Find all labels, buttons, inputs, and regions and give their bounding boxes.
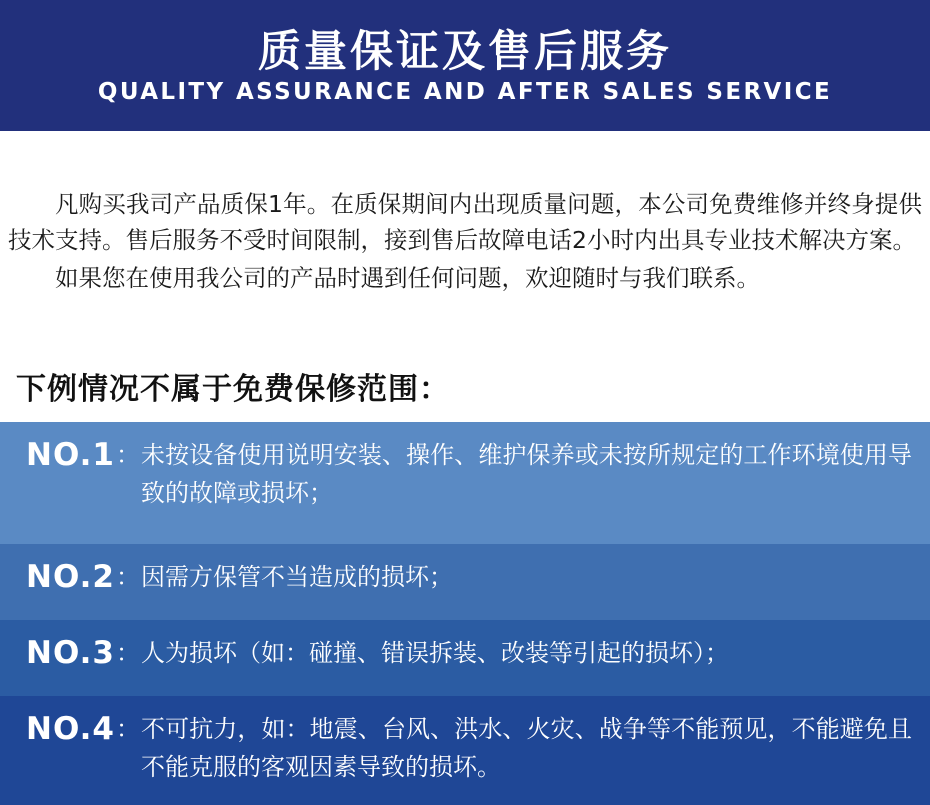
- exclusion-list: [0, 422, 930, 805]
- list-item: [0, 620, 930, 696]
- intro-paragraph-1: 凡购买我司产品质保1年。在质保期间内出现质量问题，本公司免费维修并终身提供技术支持。售后服务不受时间限制，接到售后故障电话2小时内出具专业技术解决方案。: [8, 190, 922, 254]
- page-title: 下例情况不属于免费保修范围：: [16, 372, 450, 407]
- list-item: [0, 544, 930, 620]
- list-item-colon: ：: [115, 563, 140, 591]
- list-item: [0, 422, 930, 544]
- list-item-colon: ：: [115, 441, 140, 469]
- list-item-text: 不可抗力，如：地震、台风、洪水、火灾、战争等不能预见，不能避免且不能克服的客观因素导致的损坏。: [140, 715, 912, 781]
- list-item-number: NO.3: [26, 635, 115, 671]
- list-item: [0, 696, 930, 805]
- intro-paragraph-2: 如果您在使用我公司的产品时遇到任何问题，欢迎随时与我们联系。: [55, 264, 760, 292]
- list-item-text: 因需方保管不当造成的损坏；: [140, 563, 453, 591]
- intro-text: [8, 186, 922, 296]
- banner-title-english: QUALITY ASSURANCE AND AFTER SALES SERVICE: [97, 79, 833, 106]
- list-item-number: NO.4: [26, 711, 115, 747]
- banner-title-chinese: 质量保证及售后服务: [258, 26, 672, 77]
- list-item-colon: ：: [115, 639, 140, 667]
- list-item-colon: ：: [115, 715, 140, 743]
- page-banner: [0, 0, 930, 131]
- list-item-number: NO.1: [26, 437, 115, 473]
- list-item-text: 未按设备使用说明安装、操作、维护保养或未按所规定的工作环境使用导致的故障或损坏；: [140, 441, 912, 507]
- list-item-number: NO.2: [26, 559, 115, 595]
- list-item-text: 人为损坏（如：碰撞、错误拆装、改装等引起的损坏）；: [140, 639, 729, 667]
